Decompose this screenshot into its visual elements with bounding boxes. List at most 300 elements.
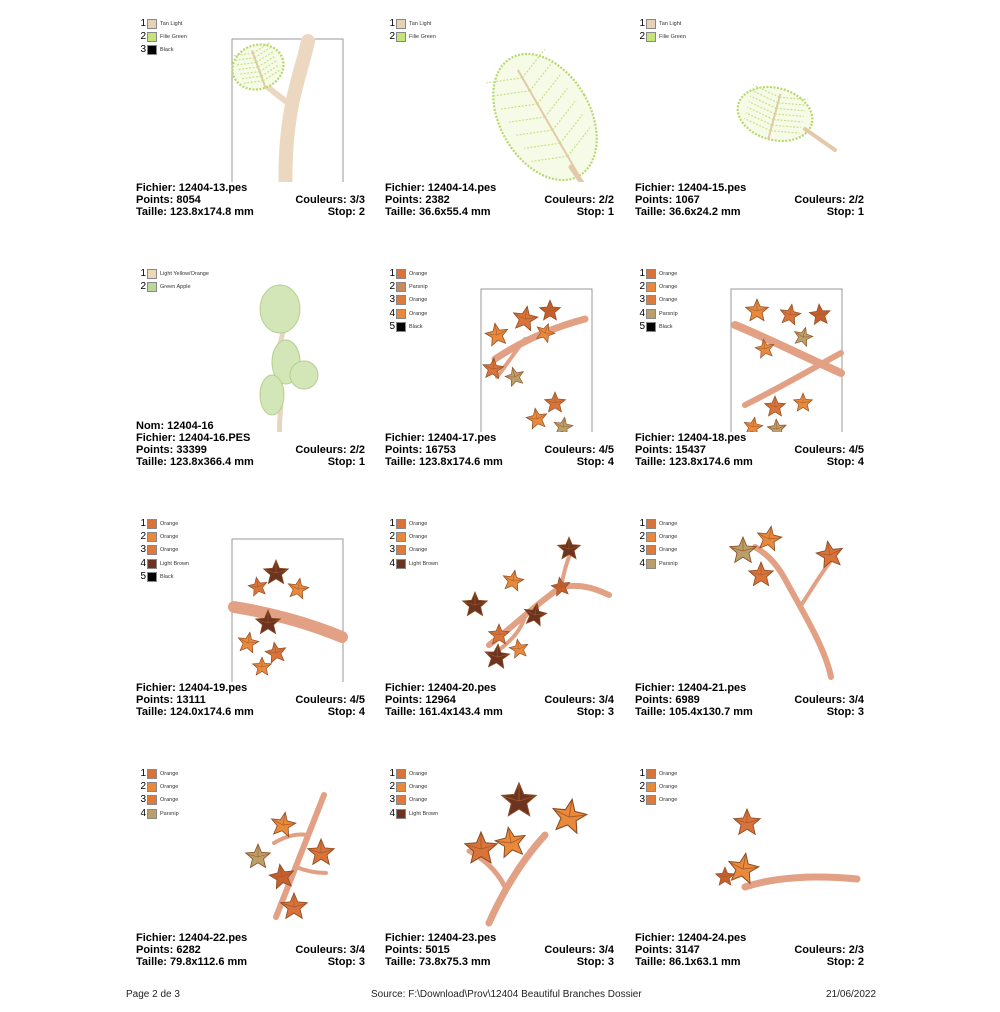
info-right: Couleurs: 3/4 <box>544 944 614 956</box>
info-left: Fichier: 12404-23.pes <box>385 932 497 944</box>
design-info <box>635 682 864 718</box>
info-left: Fichier: 12404-20.pes <box>385 682 497 694</box>
info-left: Taille: 123.8x174.6 mm <box>635 456 753 468</box>
thread-swatch <box>646 769 656 779</box>
thread-name: Orange <box>409 520 428 527</box>
design-info <box>136 182 365 218</box>
info-left: Fichier: 12404-13.pes <box>136 182 248 194</box>
thread-name: Orange <box>659 770 678 777</box>
info-row <box>635 706 864 718</box>
thread-number: 4 <box>639 557 645 569</box>
thread-number: 1 <box>389 17 395 29</box>
info-row <box>635 194 864 206</box>
thread-color-row <box>136 780 179 793</box>
large-leaf <box>472 36 615 182</box>
info-right: Stop: 2 <box>327 206 365 218</box>
maple-leaf <box>252 657 271 675</box>
thread-swatch <box>147 782 157 792</box>
design-info <box>136 932 365 968</box>
thread-swatch <box>396 769 406 779</box>
thread-swatch <box>396 295 406 305</box>
thread-swatch <box>147 282 157 292</box>
maple-leaf <box>493 825 528 859</box>
info-right: Stop: 3 <box>576 956 614 968</box>
maple-leaf <box>463 592 488 616</box>
thread-color-row <box>385 517 438 530</box>
thread-swatch <box>396 809 406 819</box>
info-left: Points: 5015 <box>385 944 450 956</box>
thread-swatch <box>396 559 406 569</box>
info-left: Taille: 79.8x112.6 mm <box>136 956 248 968</box>
thread-name: Orange <box>409 297 428 304</box>
thread-number: 2 <box>389 281 395 293</box>
thread-swatch <box>147 519 157 529</box>
design-info <box>385 432 614 468</box>
info-row <box>385 432 614 444</box>
thread-number: 2 <box>639 781 645 793</box>
info-left: Points: 1067 <box>635 194 700 206</box>
info-left: Points: 16753 <box>385 444 456 456</box>
maple-leaf <box>525 406 549 429</box>
info-right: Couleurs: 2/2 <box>794 194 864 206</box>
design-info <box>635 432 864 468</box>
thread-color-row <box>635 280 678 293</box>
thread-number: 2 <box>140 781 146 793</box>
info-right: Stop: 2 <box>826 956 864 968</box>
round-leaf <box>290 361 318 389</box>
thread-color-row <box>136 280 209 293</box>
info-left: Points: 2382 <box>385 194 450 206</box>
thread-swatch <box>646 295 656 305</box>
thread-swatch <box>646 532 656 542</box>
info-left: Fichier: 12404-16.PES <box>136 432 251 444</box>
thread-number: 4 <box>389 557 395 569</box>
info-right: Stop: 4 <box>576 456 614 468</box>
thread-number: 1 <box>639 767 645 779</box>
thread-color-row <box>385 807 438 820</box>
thread-number: 1 <box>140 517 146 529</box>
maple-leaf <box>726 851 761 885</box>
thread-swatch <box>396 519 406 529</box>
thread-name: Orange <box>659 784 678 791</box>
thread-number: 1 <box>389 267 395 279</box>
thread-number: 3 <box>639 794 645 806</box>
thread-number: 2 <box>389 531 395 543</box>
design-info <box>385 682 614 718</box>
info-row <box>635 932 864 944</box>
maple-leaf <box>792 325 815 347</box>
info-row <box>385 956 614 968</box>
thread-color-row <box>385 280 428 293</box>
info-left: Fichier: 12404-24.pes <box>635 932 747 944</box>
thread-swatch <box>646 782 656 792</box>
thread-number: 2 <box>389 781 395 793</box>
maple-leaf <box>264 640 288 663</box>
thread-color-row <box>136 557 189 570</box>
thread-number: 3 <box>639 294 645 306</box>
thread-swatch <box>396 269 406 279</box>
thread-name: Tan Light <box>160 20 183 27</box>
maple-leaf <box>247 576 269 597</box>
thread-swatch <box>396 32 406 42</box>
thread-swatch <box>646 19 656 29</box>
thread-name: Filie Green <box>160 34 187 41</box>
info-row <box>136 706 365 718</box>
branch <box>755 547 831 677</box>
branch <box>489 586 609 645</box>
thread-swatch <box>646 269 656 279</box>
thread-color-list <box>385 17 436 44</box>
info-left: Fichier: 12404-21.pes <box>635 682 747 694</box>
thread-color-row <box>385 557 438 570</box>
info-left: Fichier: 12404-19.pes <box>136 682 248 694</box>
thread-swatch <box>646 309 656 319</box>
thread-number: 2 <box>140 531 146 543</box>
thread-swatch <box>147 269 157 279</box>
info-right: Stop: 1 <box>576 206 614 218</box>
thread-color-row <box>136 267 209 280</box>
thread-color-list <box>136 17 187 57</box>
info-right: Couleurs: 3/4 <box>544 694 614 706</box>
thread-color-row <box>635 544 678 557</box>
design-info <box>385 182 614 218</box>
thread-number: 5 <box>140 571 146 583</box>
thread-color-row <box>136 44 187 57</box>
maple-leaf <box>511 304 539 331</box>
thread-color-row <box>635 17 686 30</box>
design-info <box>136 682 365 718</box>
thread-name: Orange <box>659 520 678 527</box>
maple-leaf <box>746 299 769 321</box>
maple-leaf <box>793 393 812 411</box>
maple-leaf <box>482 357 505 379</box>
branch <box>296 867 326 873</box>
thread-number: 5 <box>389 321 395 333</box>
maple-leaf <box>767 418 788 432</box>
thread-color-row <box>385 530 438 543</box>
thread-number: 3 <box>140 794 146 806</box>
info-left: Points: 12964 <box>385 694 456 706</box>
info-row <box>136 444 365 456</box>
thread-number: 2 <box>639 281 645 293</box>
thread-number: 2 <box>639 31 645 43</box>
thread-number: 3 <box>389 544 395 556</box>
thread-name: Orange <box>409 547 428 554</box>
thread-color-row <box>635 307 678 320</box>
maple-leaf <box>545 392 566 412</box>
info-row <box>635 432 864 444</box>
info-row <box>635 944 864 956</box>
maple-leaf <box>246 844 271 868</box>
info-left: Points: 6989 <box>635 694 700 706</box>
info-row <box>635 182 864 194</box>
thread-number: 4 <box>389 307 395 319</box>
maple-leaf <box>484 321 510 346</box>
thread-number: 5 <box>639 321 645 333</box>
maple-leaf <box>809 303 832 325</box>
thread-number: 1 <box>389 767 395 779</box>
info-left: Points: 33399 <box>136 444 207 456</box>
thread-color-row <box>136 530 189 543</box>
maple-leaf <box>264 560 289 584</box>
thread-color-row <box>136 807 179 820</box>
thread-number: 2 <box>140 31 146 43</box>
info-row <box>385 206 614 218</box>
thread-swatch <box>396 545 406 555</box>
design-card <box>136 267 366 512</box>
design-info <box>385 932 614 968</box>
thread-number: 4 <box>140 807 146 819</box>
thread-swatch <box>147 532 157 542</box>
thread-number: 1 <box>140 267 146 279</box>
branch <box>745 877 857 887</box>
thread-color-row <box>136 767 179 780</box>
thread-name: Orange <box>409 797 428 804</box>
maple-leaf <box>308 839 335 864</box>
design-card <box>635 517 865 762</box>
info-right: Stop: 4 <box>327 706 365 718</box>
info-row <box>385 694 614 706</box>
thread-color-list <box>136 267 209 294</box>
thread-color-row <box>385 294 428 307</box>
thread-number: 1 <box>639 517 645 529</box>
branch <box>800 562 830 607</box>
design-card <box>635 767 865 1012</box>
thread-name: Black <box>659 324 673 331</box>
info-left: Points: 8054 <box>136 194 201 206</box>
maple-leaf <box>742 416 764 432</box>
thread-number: 1 <box>639 17 645 29</box>
tree-canopy <box>226 37 290 96</box>
thread-color-row <box>635 557 678 570</box>
thread-color-list <box>136 517 189 584</box>
info-right: Couleurs: 3/4 <box>794 694 864 706</box>
thread-name: Orange <box>409 784 428 791</box>
thread-name: Light Yellow/Orange <box>160 270 209 277</box>
thread-swatch <box>396 532 406 542</box>
info-row <box>385 194 614 206</box>
thread-name: Orange <box>659 547 678 554</box>
info-row <box>385 182 614 194</box>
thread-swatch <box>646 282 656 292</box>
thread-color-list <box>635 17 686 44</box>
thread-color-list <box>635 267 678 334</box>
info-right: Stop: 3 <box>826 706 864 718</box>
branch <box>745 353 841 405</box>
thread-name: Light Brown <box>409 810 439 817</box>
thread-color-list <box>635 767 677 807</box>
info-row <box>385 944 614 956</box>
thread-color-row <box>136 17 187 30</box>
info-left: Taille: 123.8x174.6 mm <box>385 456 503 468</box>
thread-name: Orange <box>659 534 678 541</box>
info-row <box>136 206 365 218</box>
thread-number: 4 <box>140 557 146 569</box>
maple-leaf <box>552 416 574 432</box>
maple-leaf <box>715 867 734 885</box>
thread-color-row <box>136 794 179 807</box>
thread-name: Green Apple <box>160 284 191 291</box>
thread-color-row <box>385 321 428 334</box>
thread-color-row <box>635 30 686 43</box>
thread-name: Orange <box>659 297 678 304</box>
info-row <box>385 706 614 718</box>
small-leaf <box>732 79 819 149</box>
thread-swatch <box>147 45 157 55</box>
thread-name: Orange <box>659 270 678 277</box>
thread-name: Parsnip <box>659 310 678 317</box>
info-left: Fichier: 12404-18.pes <box>635 432 747 444</box>
thread-swatch <box>646 519 656 529</box>
info-row <box>136 456 365 468</box>
branch <box>495 319 585 359</box>
footer-date: 21/06/2022 <box>826 989 877 1000</box>
thread-color-row <box>635 294 678 307</box>
info-left: Taille: 123.8x174.8 mm <box>136 206 254 218</box>
thread-name: Orange <box>409 310 428 317</box>
info-row <box>635 444 864 456</box>
thread-color-list <box>136 767 179 821</box>
thread-name: Parsnip <box>409 284 428 291</box>
info-right: Stop: 3 <box>576 706 614 718</box>
info-right: Couleurs: 4/5 <box>544 444 614 456</box>
info-left: Nom: 12404-16 <box>136 420 214 432</box>
info-right: Couleurs: 2/3 <box>794 944 864 956</box>
info-right: Stop: 3 <box>327 956 365 968</box>
branch <box>735 325 841 373</box>
footer-source: Source: F:\Download\Prov\12404 Beautiful Branches Dossier <box>371 989 642 1000</box>
thread-swatch <box>646 322 656 332</box>
thread-name: Filie Green <box>659 34 686 41</box>
info-row <box>385 444 614 456</box>
maple-leaf <box>550 796 589 834</box>
thread-name: Tan Light <box>409 20 432 27</box>
thread-name: Parsnip <box>160 810 179 817</box>
thread-name: Orange <box>659 284 678 291</box>
thread-swatch <box>147 559 157 569</box>
info-left: Taille: 123.8x366.4 mm <box>136 456 254 468</box>
branch <box>805 129 835 150</box>
maple-leaf <box>730 537 757 562</box>
thread-number: 4 <box>639 307 645 319</box>
thread-color-row <box>635 530 678 543</box>
info-row <box>635 456 864 468</box>
thread-name: Light Brown <box>160 560 190 567</box>
info-left: Points: 3147 <box>635 944 700 956</box>
info-right: Couleurs: 3/4 <box>295 944 365 956</box>
thread-name: Orange <box>659 797 678 804</box>
thread-number: 2 <box>639 531 645 543</box>
thread-color-row <box>136 571 189 584</box>
thread-color-list <box>385 767 438 821</box>
thread-swatch <box>147 769 157 779</box>
info-left: Taille: 124.0x174.6 mm <box>136 706 254 718</box>
thread-name: Orange <box>160 534 179 541</box>
info-row <box>136 932 365 944</box>
thread-name: Orange <box>409 270 428 277</box>
thread-name: Light Brown <box>409 560 439 567</box>
maple-leaf <box>749 562 774 586</box>
thread-swatch <box>646 545 656 555</box>
thread-color-row <box>136 544 189 557</box>
round-leaf <box>260 285 300 333</box>
info-left: Taille: 161.4x143.4 mm <box>385 706 503 718</box>
thread-color-row <box>136 517 189 530</box>
thread-number: 2 <box>389 31 395 43</box>
thread-color-row <box>385 544 438 557</box>
thread-name: Orange <box>160 784 179 791</box>
design-card <box>385 267 615 512</box>
info-left: Taille: 86.1x63.1 mm <box>635 956 741 968</box>
info-row <box>635 682 864 694</box>
thread-number: 3 <box>140 544 146 556</box>
design-card <box>136 517 366 762</box>
info-row <box>385 682 614 694</box>
maple-leaf <box>501 568 525 591</box>
thread-number: 1 <box>639 267 645 279</box>
thread-color-row <box>385 30 436 43</box>
info-left: Fichier: 12404-15.pes <box>635 182 747 194</box>
thread-color-row <box>385 307 428 320</box>
thread-swatch <box>147 572 157 582</box>
thread-swatch <box>396 782 406 792</box>
info-right: Couleurs: 2/2 <box>544 194 614 206</box>
maple-leaf <box>286 576 310 599</box>
maple-leaf <box>734 809 761 834</box>
info-left: Points: 6282 <box>136 944 201 956</box>
info-right: Couleurs: 2/2 <box>295 444 365 456</box>
info-left: Taille: 73.8x75.3 mm <box>385 956 491 968</box>
info-left: Taille: 36.6x55.4 mm <box>385 206 491 218</box>
design-card <box>385 517 615 762</box>
info-left: Taille: 36.6x24.2 mm <box>635 206 741 218</box>
thread-number: 3 <box>639 544 645 556</box>
thread-swatch <box>646 32 656 42</box>
thread-name: Orange <box>160 770 179 777</box>
info-row <box>385 932 614 944</box>
maple-leaf <box>503 365 526 387</box>
thread-color-row <box>635 267 678 280</box>
info-row <box>385 456 614 468</box>
thread-number: 1 <box>389 517 395 529</box>
maple-leaf <box>765 396 786 416</box>
thread-name: Orange <box>160 547 179 554</box>
info-row <box>136 694 365 706</box>
round-leaf <box>260 375 284 415</box>
design-card <box>635 267 865 512</box>
thread-name: Black <box>160 47 174 54</box>
thread-name: Parsnip <box>659 560 678 567</box>
thread-color-row <box>635 767 677 780</box>
thread-color-row <box>635 794 677 807</box>
thread-color-row <box>635 321 678 334</box>
thread-swatch <box>396 309 406 319</box>
design-card <box>136 767 366 1012</box>
thread-swatch <box>147 32 157 42</box>
info-right: Stop: 4 <box>826 456 864 468</box>
thread-name: Orange <box>409 534 428 541</box>
thread-name: Orange <box>160 520 179 527</box>
info-right: Couleurs: 4/5 <box>295 694 365 706</box>
thread-name: Tan Light <box>659 20 682 27</box>
info-right: Couleurs: 4/5 <box>794 444 864 456</box>
info-row <box>136 956 365 968</box>
thread-color-list <box>385 267 428 334</box>
thread-color-row <box>385 267 428 280</box>
thread-color-list <box>635 517 678 571</box>
thread-name: Orange <box>409 770 428 777</box>
info-row <box>136 432 365 444</box>
